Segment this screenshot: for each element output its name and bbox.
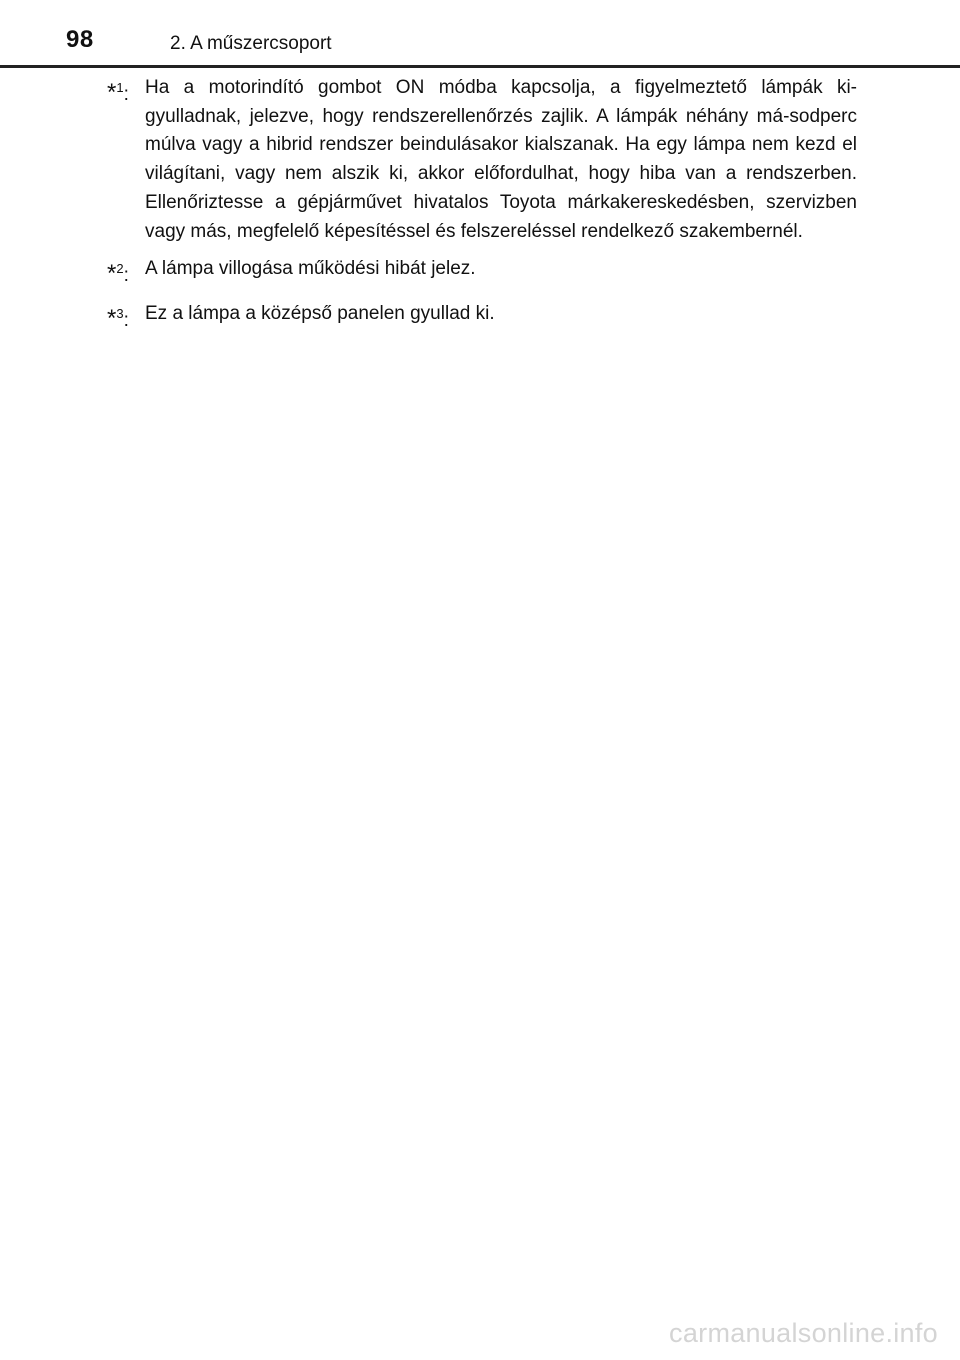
asterisk-symbol: *: [107, 304, 117, 332]
footnote-marker: *$^1$:: [107, 79, 129, 106]
footnote-text: Ez a lámpa a középső panelen gyullad ki.: [145, 302, 495, 324]
asterisk-symbol: *: [107, 260, 117, 288]
asterisk-symbol: *: [107, 79, 117, 106]
footnote-text: A lámpa villogása működési hibát jelez.: [145, 258, 476, 280]
watermark: carmanualsonline.info: [669, 1318, 938, 1348]
footnote-2: [107, 255, 857, 291]
footnote-number: 1: [116, 80, 124, 95]
header-divider: [0, 65, 960, 68]
footnote-list: [107, 74, 857, 345]
footnote-marker: *$^2$:: [107, 260, 129, 288]
footnote-number: 2: [116, 261, 124, 277]
page-number: 98: [66, 26, 94, 53]
section-title: 2. A műszercsoport: [170, 33, 332, 54]
footnote-marker: *$^3$:: [107, 304, 129, 332]
footnote-1: [107, 74, 857, 246]
footnote-number: 3: [116, 305, 124, 321]
footnote-text: Ha a motorindító gombot ON módba kapcsolja, a figyelmeztető lámpák ki-gyulladnak, jelezve, hogy rendszerellenőrzés zajlik. A lámpák néhány má-sodperc múlva vagy a hibrid rendszer beindulásakor kialszanak. Ha egy lámpa nem kezd el világítani, vagy nem alszik ki, akkor előfordulhat, hogy hiba van a rendszerben. Ellenőriztesse a gépjárművet hivatalos Toyota márkakereskedésben, szervizben vagy más, megfelelő képesítéssel és felszereléssel rendelkező szakembernél.: [145, 77, 857, 242]
footnote-3: [107, 300, 857, 336]
